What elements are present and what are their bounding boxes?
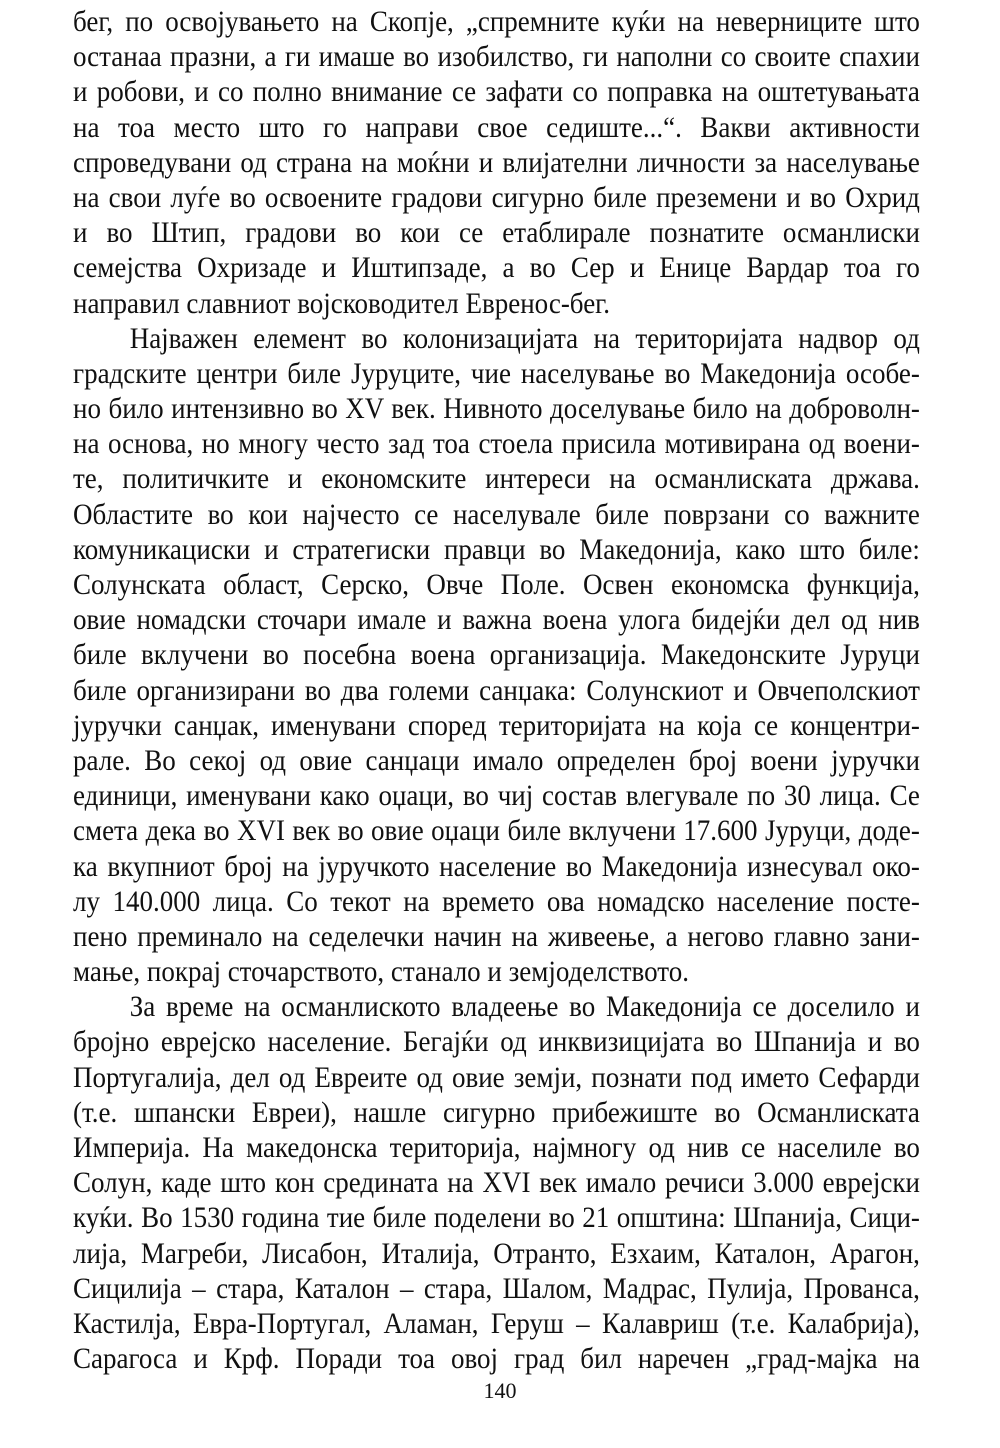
text-line: комуникациски и стратегиски правци во Македонија, како што биле: [73, 532, 920, 566]
text-line: и робови, и со полно внимание се зафати со поправка на оштетувањата [73, 75, 920, 109]
text-line: јуручки санџак, именувани според територијата на која се концентри- [73, 708, 920, 742]
text-line: Сарагоса и Крф. Поради тоа овој град бил наречен „град-мајка на [73, 1342, 920, 1376]
text-line: бројно еврејско население. Бегајќи од инквизицијата во Шпанија и во [73, 1025, 920, 1059]
text-line: (т.е. шпански Евреи), нашле сигурно прибежиште во Османлиската [73, 1095, 920, 1129]
text-line: Португалија, дел од Евреите од овие земји, познати под името Сефарди [73, 1060, 920, 1094]
text-line: Областите во кои најчесто се населувале биле поврзани со важните [73, 497, 920, 531]
text-line: те, политичките и економските интереси на османлиската држава. [73, 462, 920, 496]
text-line: мање, покрај сточарството, станало и земјоделството. [73, 955, 689, 989]
paragraph [73, 321, 920, 990]
paragraph [73, 4, 920, 321]
text-line: смета дека во XVI век во овие оџаци биле вклучени 17.600 Јуруци, доде- [73, 814, 920, 848]
text-line: овие номадски сточари имале и важна воена улога бидејќи дел од нив [73, 603, 920, 637]
text-line: лу 140.000 лица. Со текот на времето ова номадско население посте- [73, 884, 920, 918]
text-line: пено преминало на седелечки начин на живеење, а негово главно зани- [73, 919, 920, 953]
text-line: Кастилја, Евра-Португал, Аламан, Геруш – Калавриш (т.е. Калабрија), [73, 1306, 920, 1340]
text-line: и во Штип, градови во кои се етаблирале познатите османлиски [73, 216, 920, 250]
text-line: Империја. На македонска територија, најмногу од нив се населиле во [73, 1131, 920, 1164]
text-line: на свои луѓе во освоените градови сигурно биле преземени и во Охрид [73, 180, 920, 214]
text-line: Солунската област, Серско, Овче Поле. Освен економска функција, [73, 568, 920, 601]
text-line: на тоа место што го направи свое седиште...“. Вакви активности [73, 110, 920, 144]
text-line: лија, Магреби, Лисабон, Италија, Отранто, Езхаим, Каталон, Арагон, [73, 1236, 920, 1270]
text-line: градските центри биле Јуруците, чие населување во Македонија особе- [73, 356, 920, 390]
body-text [73, 4, 920, 1376]
text-line: биле вклучени во посебна воена организација. Македонските Јуруци [73, 638, 920, 672]
text-line: За време на османлиското владеење во Македонија се доселило и [129, 990, 920, 1024]
text-line: ка вкупниот број на јуручкото население во Македонија изнесувал око- [73, 849, 920, 883]
text-line: Најважен елемент во колонизацијата на територијата надвор од [129, 321, 920, 355]
text-line: но било интензивно во XV век. Нивното доселување било на доброволн- [73, 392, 920, 426]
text-line: биле организирани во два големи санџака: Солунскиот и Овчеполскиот [73, 673, 920, 707]
text-line: Солун, каде што кон средината на XVI век имало речиси 3.000 еврејски [73, 1166, 920, 1200]
text-line: спроведувани од страна на моќни и влијателни личности за населување [73, 145, 920, 179]
text-line: направил славниот војсководител Евренос-бег. [73, 286, 610, 320]
paragraph [73, 989, 920, 1376]
text-line: куќи. Во 1530 година тие биле поделени во 21 општина: Шпанија, Сици- [73, 1201, 920, 1235]
page-number: 140 [483, 1378, 517, 1403]
text-line: останаа празни, а ги имаше во изобилство, ги наполни со своите спахии [73, 40, 920, 74]
text-line: Сицилија – стара, Каталон – стара, Шалом, Мадрас, Пулија, Прованса, [73, 1271, 920, 1305]
text-line: на основа, но многу често зад тоа стоела присила мотивирана од воени- [73, 427, 920, 461]
text-line: бег, по освојувањето на Скопје, „спремните куќи на неверниците што [73, 5, 920, 38]
text-line: семејства Охризаде и Иштипзаде, а во Сер и Енице Вардар тоа го [73, 251, 920, 285]
text-line: единици, именувани како оџаци, во чиј состав влегувале по 30 лица. Се [73, 779, 920, 813]
text-line: рале. Во секој од овие санџаци имало определен број воени јуручки [73, 743, 920, 777]
